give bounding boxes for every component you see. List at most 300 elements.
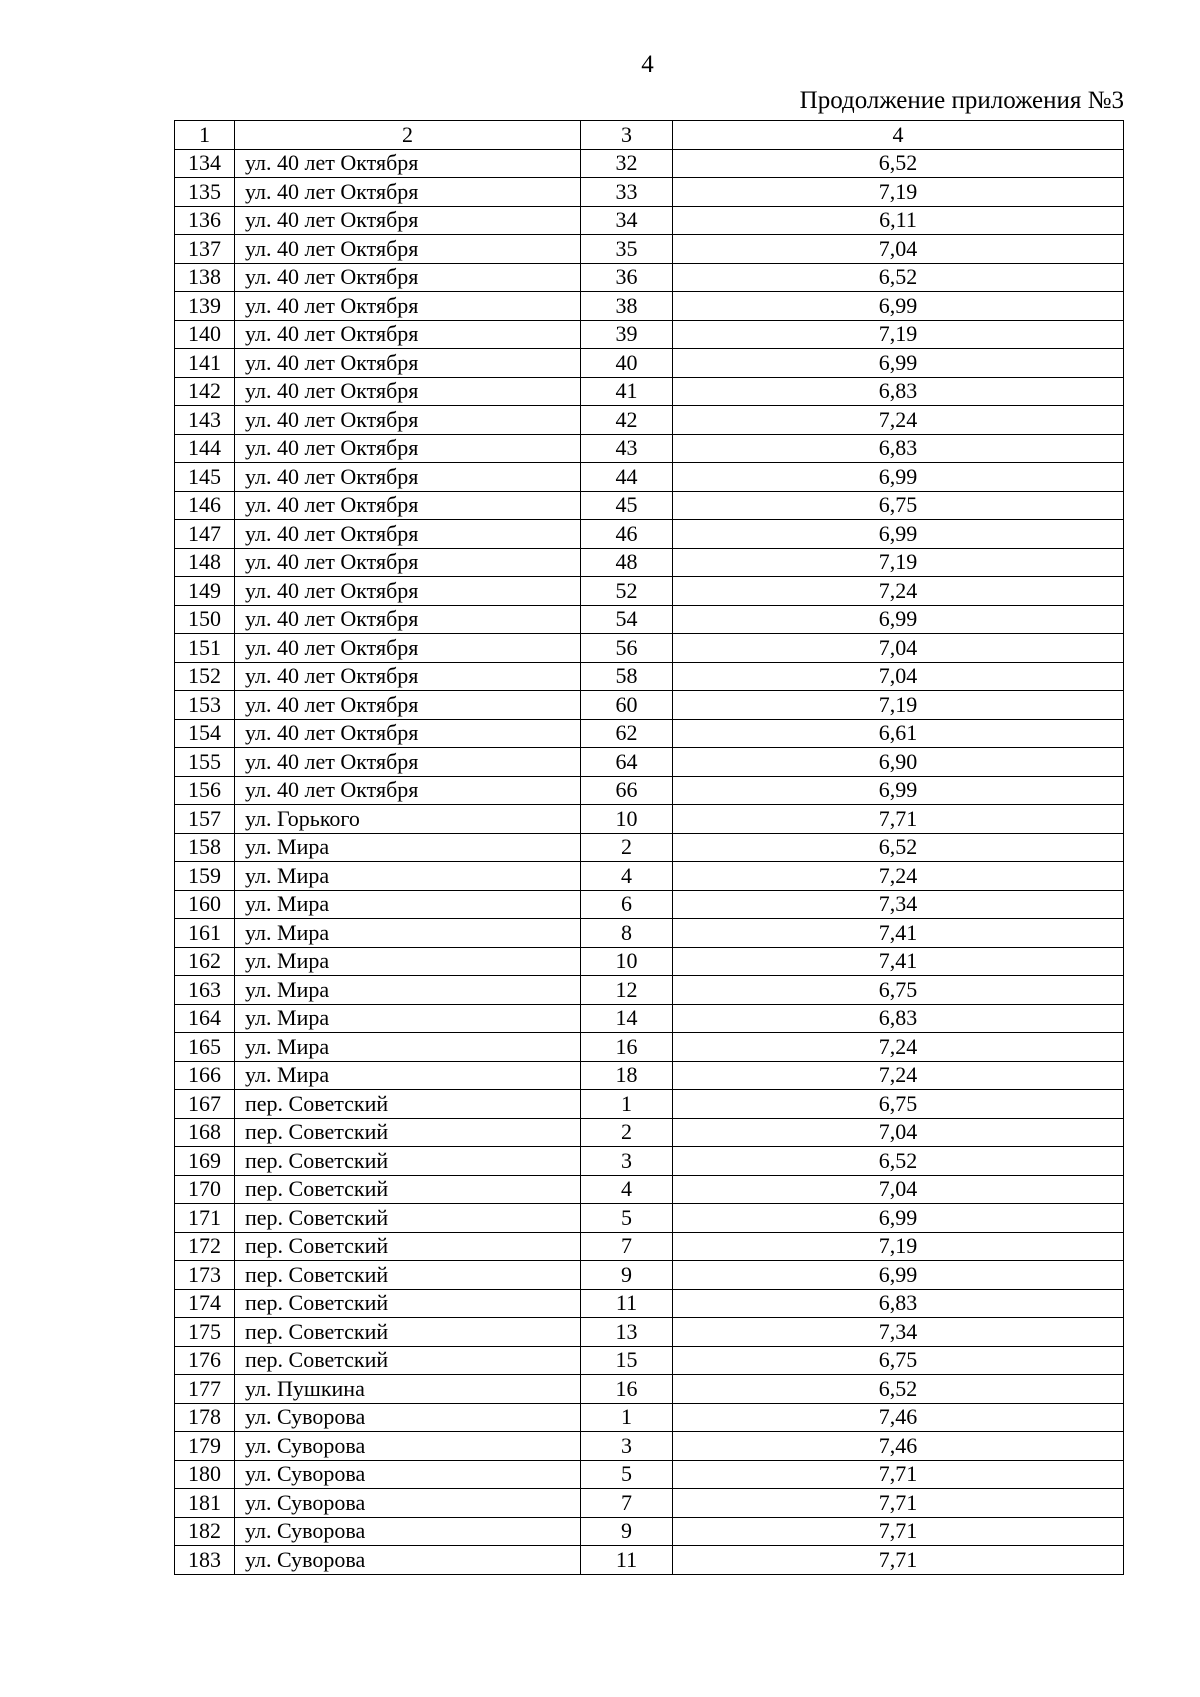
house-number-cell: 34	[581, 206, 673, 235]
street-text: ул. 40 лет Октября	[245, 606, 419, 632]
street-cell	[235, 1175, 581, 1204]
table-row	[175, 662, 1124, 691]
table-row	[175, 1261, 1124, 1290]
value-cell: 6,75	[673, 491, 1124, 520]
house-number-cell: 36	[581, 263, 673, 292]
street-cell	[235, 691, 581, 720]
house-number-cell: 1	[581, 1090, 673, 1119]
street-cell	[235, 862, 581, 891]
street-cell	[235, 548, 581, 577]
house-number-cell: 9	[581, 1517, 673, 1546]
street-text: ул. 40 лет Октября	[245, 235, 419, 261]
value-cell: 7,71	[673, 805, 1124, 834]
house-number-cell: 58	[581, 662, 673, 691]
street-text: ул. Мира	[245, 891, 330, 917]
header-col-2: 2	[235, 121, 581, 150]
house-number-cell: 60	[581, 691, 673, 720]
street-text: ул. Суворова	[245, 1432, 366, 1458]
row-number-cell: 139	[175, 292, 235, 321]
value-cell: 7,04	[673, 1175, 1124, 1204]
value-cell: 7,41	[673, 919, 1124, 948]
street-text: пер. Советский	[245, 1261, 389, 1287]
table-row	[175, 976, 1124, 1005]
street-text: ул. 40 лет Октября	[245, 150, 419, 176]
street-text: ул. Суворова	[245, 1518, 366, 1544]
value-cell: 6,99	[673, 292, 1124, 321]
table-row	[175, 178, 1124, 207]
house-number-cell: 8	[581, 919, 673, 948]
row-number-cell: 159	[175, 862, 235, 891]
house-number-cell: 14	[581, 1004, 673, 1033]
house-number-cell: 1	[581, 1403, 673, 1432]
house-number-cell: 54	[581, 605, 673, 634]
street-cell	[235, 1232, 581, 1261]
table-row	[175, 349, 1124, 378]
value-cell: 7,19	[673, 691, 1124, 720]
street-cell	[235, 1033, 581, 1062]
street-cell	[235, 520, 581, 549]
house-number-cell: 62	[581, 719, 673, 748]
value-cell: 7,46	[673, 1403, 1124, 1432]
street-cell	[235, 805, 581, 834]
table-row	[175, 520, 1124, 549]
house-number-cell: 41	[581, 377, 673, 406]
street-cell	[235, 1489, 581, 1518]
table-row	[175, 1375, 1124, 1404]
row-number-cell: 169	[175, 1147, 235, 1176]
table-row	[175, 1004, 1124, 1033]
street-cell	[235, 1289, 581, 1318]
house-number-cell: 5	[581, 1204, 673, 1233]
value-cell: 6,61	[673, 719, 1124, 748]
street-text: ул. 40 лет Октября	[245, 463, 419, 489]
street-text: ул. Мира	[245, 976, 330, 1002]
street-cell	[235, 919, 581, 948]
row-number-cell: 158	[175, 833, 235, 862]
table-row	[175, 748, 1124, 777]
street-text: ул. Мира	[245, 862, 330, 888]
table-row	[175, 890, 1124, 919]
table-row	[175, 1517, 1124, 1546]
value-cell: 6,52	[673, 833, 1124, 862]
value-cell: 7,71	[673, 1546, 1124, 1575]
table-row	[175, 691, 1124, 720]
house-number-cell: 43	[581, 434, 673, 463]
row-number-cell: 162	[175, 947, 235, 976]
house-number-cell: 56	[581, 634, 673, 663]
street-text: ул. Горького	[245, 805, 360, 831]
street-text: ул. Суворова	[245, 1546, 366, 1572]
table-row	[175, 947, 1124, 976]
street-text: ул. 40 лет Октября	[245, 207, 419, 233]
house-number-cell: 5	[581, 1460, 673, 1489]
row-number-cell: 142	[175, 377, 235, 406]
house-number-cell: 16	[581, 1033, 673, 1062]
house-number-cell: 16	[581, 1375, 673, 1404]
value-cell: 7,46	[673, 1432, 1124, 1461]
table-row	[175, 320, 1124, 349]
house-number-cell: 52	[581, 577, 673, 606]
street-cell	[235, 320, 581, 349]
table-row	[175, 206, 1124, 235]
house-number-cell: 33	[581, 178, 673, 207]
street-text: ул. 40 лет Октября	[245, 492, 419, 518]
data-table	[174, 120, 1124, 1575]
street-text: ул. Пушкина	[245, 1375, 365, 1401]
table-row	[175, 1033, 1124, 1062]
house-number-cell: 7	[581, 1232, 673, 1261]
value-cell: 6,83	[673, 377, 1124, 406]
table-row	[175, 1232, 1124, 1261]
row-number-cell: 178	[175, 1403, 235, 1432]
value-cell: 6,90	[673, 748, 1124, 777]
table-row	[175, 1147, 1124, 1176]
house-number-cell: 2	[581, 1118, 673, 1147]
row-number-cell: 154	[175, 719, 235, 748]
row-number-cell: 153	[175, 691, 235, 720]
row-number-cell: 156	[175, 776, 235, 805]
header-col-3: 3	[581, 121, 673, 150]
street-cell	[235, 263, 581, 292]
value-cell: 6,83	[673, 434, 1124, 463]
row-number-cell: 157	[175, 805, 235, 834]
table-header	[175, 121, 1124, 150]
row-number-cell: 175	[175, 1318, 235, 1347]
value-cell: 7,24	[673, 1033, 1124, 1062]
row-number-cell: 149	[175, 577, 235, 606]
street-text: пер. Советский	[245, 1233, 389, 1259]
street-text: ул. Мира	[245, 919, 330, 945]
street-text: ул. 40 лет Октября	[245, 777, 419, 803]
row-number-cell: 148	[175, 548, 235, 577]
value-cell: 7,24	[673, 406, 1124, 435]
street-cell	[235, 1318, 581, 1347]
street-cell	[235, 206, 581, 235]
value-cell: 7,04	[673, 1118, 1124, 1147]
row-number-cell: 168	[175, 1118, 235, 1147]
table-row	[175, 1489, 1124, 1518]
house-number-cell: 7	[581, 1489, 673, 1518]
table-row	[175, 1204, 1124, 1233]
street-text: пер. Советский	[245, 1290, 389, 1316]
header-row	[175, 121, 1124, 150]
value-cell: 6,83	[673, 1004, 1124, 1033]
table-row	[175, 548, 1124, 577]
street-text: ул. Мира	[245, 1033, 330, 1059]
street-cell	[235, 1204, 581, 1233]
house-number-cell: 3	[581, 1147, 673, 1176]
row-number-cell: 141	[175, 349, 235, 378]
street-cell	[235, 833, 581, 862]
house-number-cell: 42	[581, 406, 673, 435]
row-number-cell: 155	[175, 748, 235, 777]
row-number-cell: 174	[175, 1289, 235, 1318]
row-number-cell: 176	[175, 1346, 235, 1375]
value-cell: 6,52	[673, 149, 1124, 178]
value-cell: 7,24	[673, 1061, 1124, 1090]
value-cell: 6,99	[673, 1261, 1124, 1290]
row-number-cell: 165	[175, 1033, 235, 1062]
table-row	[175, 919, 1124, 948]
street-cell	[235, 1403, 581, 1432]
table-row	[175, 719, 1124, 748]
table-row	[175, 149, 1124, 178]
row-number-cell: 173	[175, 1261, 235, 1290]
value-cell: 6,52	[673, 1375, 1124, 1404]
value-cell: 6,75	[673, 1090, 1124, 1119]
row-number-cell: 177	[175, 1375, 235, 1404]
street-text: ул. Мира	[245, 834, 330, 860]
street-text: ул. 40 лет Октября	[245, 691, 419, 717]
table-row	[175, 463, 1124, 492]
value-cell: 6,52	[673, 1147, 1124, 1176]
table-row	[175, 1432, 1124, 1461]
table-row	[175, 1118, 1124, 1147]
row-number-cell: 135	[175, 178, 235, 207]
street-text: пер. Советский	[245, 1090, 389, 1116]
street-text: ул. 40 лет Октября	[245, 178, 419, 204]
row-number-cell: 171	[175, 1204, 235, 1233]
house-number-cell: 18	[581, 1061, 673, 1090]
street-text: ул. 40 лет Октября	[245, 406, 419, 432]
header-col-1: 1	[175, 121, 235, 150]
street-text: ул. Суворова	[245, 1404, 366, 1430]
street-cell	[235, 1375, 581, 1404]
row-number-cell: 151	[175, 634, 235, 663]
street-text: ул. 40 лет Октября	[245, 663, 419, 689]
row-number-cell: 160	[175, 890, 235, 919]
appendix-caption: Продолжение приложения №3	[799, 87, 1124, 114]
street-cell	[235, 947, 581, 976]
street-cell	[235, 463, 581, 492]
street-cell	[235, 1147, 581, 1176]
row-number-cell: 181	[175, 1489, 235, 1518]
house-number-cell: 11	[581, 1289, 673, 1318]
street-text: ул. 40 лет Октября	[245, 378, 419, 404]
house-number-cell: 35	[581, 235, 673, 264]
street-cell	[235, 149, 581, 178]
row-number-cell: 170	[175, 1175, 235, 1204]
table-row	[175, 491, 1124, 520]
value-cell: 7,41	[673, 947, 1124, 976]
value-cell: 7,04	[673, 662, 1124, 691]
row-number-cell: 146	[175, 491, 235, 520]
house-number-cell: 3	[581, 1432, 673, 1461]
row-number-cell: 147	[175, 520, 235, 549]
value-cell: 7,34	[673, 1318, 1124, 1347]
street-cell	[235, 491, 581, 520]
value-cell: 7,24	[673, 862, 1124, 891]
street-text: ул. 40 лет Октября	[245, 292, 419, 318]
row-number-cell: 172	[175, 1232, 235, 1261]
street-cell	[235, 1061, 581, 1090]
value-cell: 6,99	[673, 605, 1124, 634]
street-cell	[235, 406, 581, 435]
value-cell: 6,99	[673, 776, 1124, 805]
street-cell	[235, 1118, 581, 1147]
street-text: ул. Мира	[245, 1005, 330, 1031]
table-row	[175, 1346, 1124, 1375]
street-text: ул. 40 лет Октября	[245, 264, 419, 290]
house-number-cell: 32	[581, 149, 673, 178]
street-cell	[235, 1460, 581, 1489]
street-text: пер. Советский	[245, 1176, 389, 1202]
house-number-cell: 4	[581, 1175, 673, 1204]
row-number-cell: 183	[175, 1546, 235, 1575]
street-cell	[235, 377, 581, 406]
value-cell: 6,75	[673, 1346, 1124, 1375]
row-number-cell: 150	[175, 605, 235, 634]
street-cell	[235, 662, 581, 691]
value-cell: 7,24	[673, 577, 1124, 606]
street-text: ул. 40 лет Октября	[245, 520, 419, 546]
street-cell	[235, 1004, 581, 1033]
table-row	[175, 1318, 1124, 1347]
street-cell	[235, 1261, 581, 1290]
street-text: ул. Мира	[245, 1062, 330, 1088]
value-cell: 7,19	[673, 178, 1124, 207]
street-cell	[235, 1517, 581, 1546]
table-row	[175, 634, 1124, 663]
house-number-cell: 46	[581, 520, 673, 549]
street-text: пер. Советский	[245, 1347, 389, 1373]
house-number-cell: 9	[581, 1261, 673, 1290]
house-number-cell: 38	[581, 292, 673, 321]
row-number-cell: 152	[175, 662, 235, 691]
table-row	[175, 862, 1124, 891]
house-number-cell: 64	[581, 748, 673, 777]
table-row	[175, 833, 1124, 862]
row-number-cell: 138	[175, 263, 235, 292]
value-cell: 6,99	[673, 463, 1124, 492]
value-cell: 7,04	[673, 634, 1124, 663]
house-number-cell: 2	[581, 833, 673, 862]
street-cell	[235, 178, 581, 207]
value-cell: 7,71	[673, 1517, 1124, 1546]
street-cell	[235, 349, 581, 378]
table-row	[175, 377, 1124, 406]
row-number-cell: 143	[175, 406, 235, 435]
header-col-4: 4	[673, 121, 1124, 150]
street-text: ул. 40 лет Октября	[245, 720, 419, 746]
street-cell	[235, 434, 581, 463]
street-cell	[235, 1432, 581, 1461]
value-cell: 6,99	[673, 520, 1124, 549]
table-row	[175, 1090, 1124, 1119]
table-row	[175, 263, 1124, 292]
table-row	[175, 1175, 1124, 1204]
row-number-cell: 144	[175, 434, 235, 463]
house-number-cell: 13	[581, 1318, 673, 1347]
row-number-cell: 163	[175, 976, 235, 1005]
value-cell: 6,11	[673, 206, 1124, 235]
row-number-cell: 134	[175, 149, 235, 178]
table-row	[175, 776, 1124, 805]
table-row	[175, 1289, 1124, 1318]
street-text: ул. 40 лет Октября	[245, 349, 419, 375]
street-cell	[235, 577, 581, 606]
value-cell: 7,19	[673, 548, 1124, 577]
street-text: ул. 40 лет Октября	[245, 321, 419, 347]
street-cell	[235, 1546, 581, 1575]
value-cell: 7,71	[673, 1489, 1124, 1518]
row-number-cell: 145	[175, 463, 235, 492]
row-number-cell: 180	[175, 1460, 235, 1489]
house-number-cell: 45	[581, 491, 673, 520]
street-text: пер. Советский	[245, 1318, 389, 1344]
street-text: пер. Советский	[245, 1147, 389, 1173]
row-number-cell: 179	[175, 1432, 235, 1461]
table-row	[175, 406, 1124, 435]
house-number-cell: 39	[581, 320, 673, 349]
house-number-cell: 12	[581, 976, 673, 1005]
value-cell: 6,52	[673, 263, 1124, 292]
house-number-cell: 66	[581, 776, 673, 805]
street-cell	[235, 634, 581, 663]
value-cell: 6,83	[673, 1289, 1124, 1318]
value-cell: 6,75	[673, 976, 1124, 1005]
house-number-cell: 40	[581, 349, 673, 378]
street-text: ул. 40 лет Октября	[245, 634, 419, 660]
value-cell: 6,99	[673, 349, 1124, 378]
row-number-cell: 161	[175, 919, 235, 948]
street-text: ул. Суворова	[245, 1489, 366, 1515]
table-row	[175, 1403, 1124, 1432]
house-number-cell: 10	[581, 947, 673, 976]
street-cell	[235, 890, 581, 919]
value-cell: 7,19	[673, 1232, 1124, 1261]
row-number-cell: 167	[175, 1090, 235, 1119]
page-number: 4	[641, 51, 654, 78]
value-cell: 7,04	[673, 235, 1124, 264]
street-cell	[235, 235, 581, 264]
table-row	[175, 805, 1124, 834]
street-cell	[235, 605, 581, 634]
table-row	[175, 434, 1124, 463]
table-row	[175, 235, 1124, 264]
street-text: пер. Советский	[245, 1204, 389, 1230]
street-cell	[235, 1090, 581, 1119]
row-number-cell: 166	[175, 1061, 235, 1090]
street-text: ул. 40 лет Октября	[245, 435, 419, 461]
value-cell: 7,19	[673, 320, 1124, 349]
house-number-cell: 4	[581, 862, 673, 891]
street-text: ул. Суворова	[245, 1461, 366, 1487]
table-row	[175, 292, 1124, 321]
house-number-cell: 10	[581, 805, 673, 834]
value-cell: 7,71	[673, 1460, 1124, 1489]
table-row	[175, 1546, 1124, 1575]
house-number-cell: 44	[581, 463, 673, 492]
house-number-cell: 48	[581, 548, 673, 577]
house-number-cell: 11	[581, 1546, 673, 1575]
table-row	[175, 1460, 1124, 1489]
street-cell	[235, 719, 581, 748]
street-text: ул. 40 лет Октября	[245, 577, 419, 603]
house-number-cell: 15	[581, 1346, 673, 1375]
row-number-cell: 182	[175, 1517, 235, 1546]
row-number-cell: 137	[175, 235, 235, 264]
street-cell	[235, 776, 581, 805]
street-text: ул. Мира	[245, 948, 330, 974]
street-cell	[235, 292, 581, 321]
street-text: ул. 40 лет Октября	[245, 748, 419, 774]
street-cell	[235, 976, 581, 1005]
house-number-cell: 6	[581, 890, 673, 919]
street-cell	[235, 1346, 581, 1375]
value-cell: 6,99	[673, 1204, 1124, 1233]
table-row	[175, 605, 1124, 634]
